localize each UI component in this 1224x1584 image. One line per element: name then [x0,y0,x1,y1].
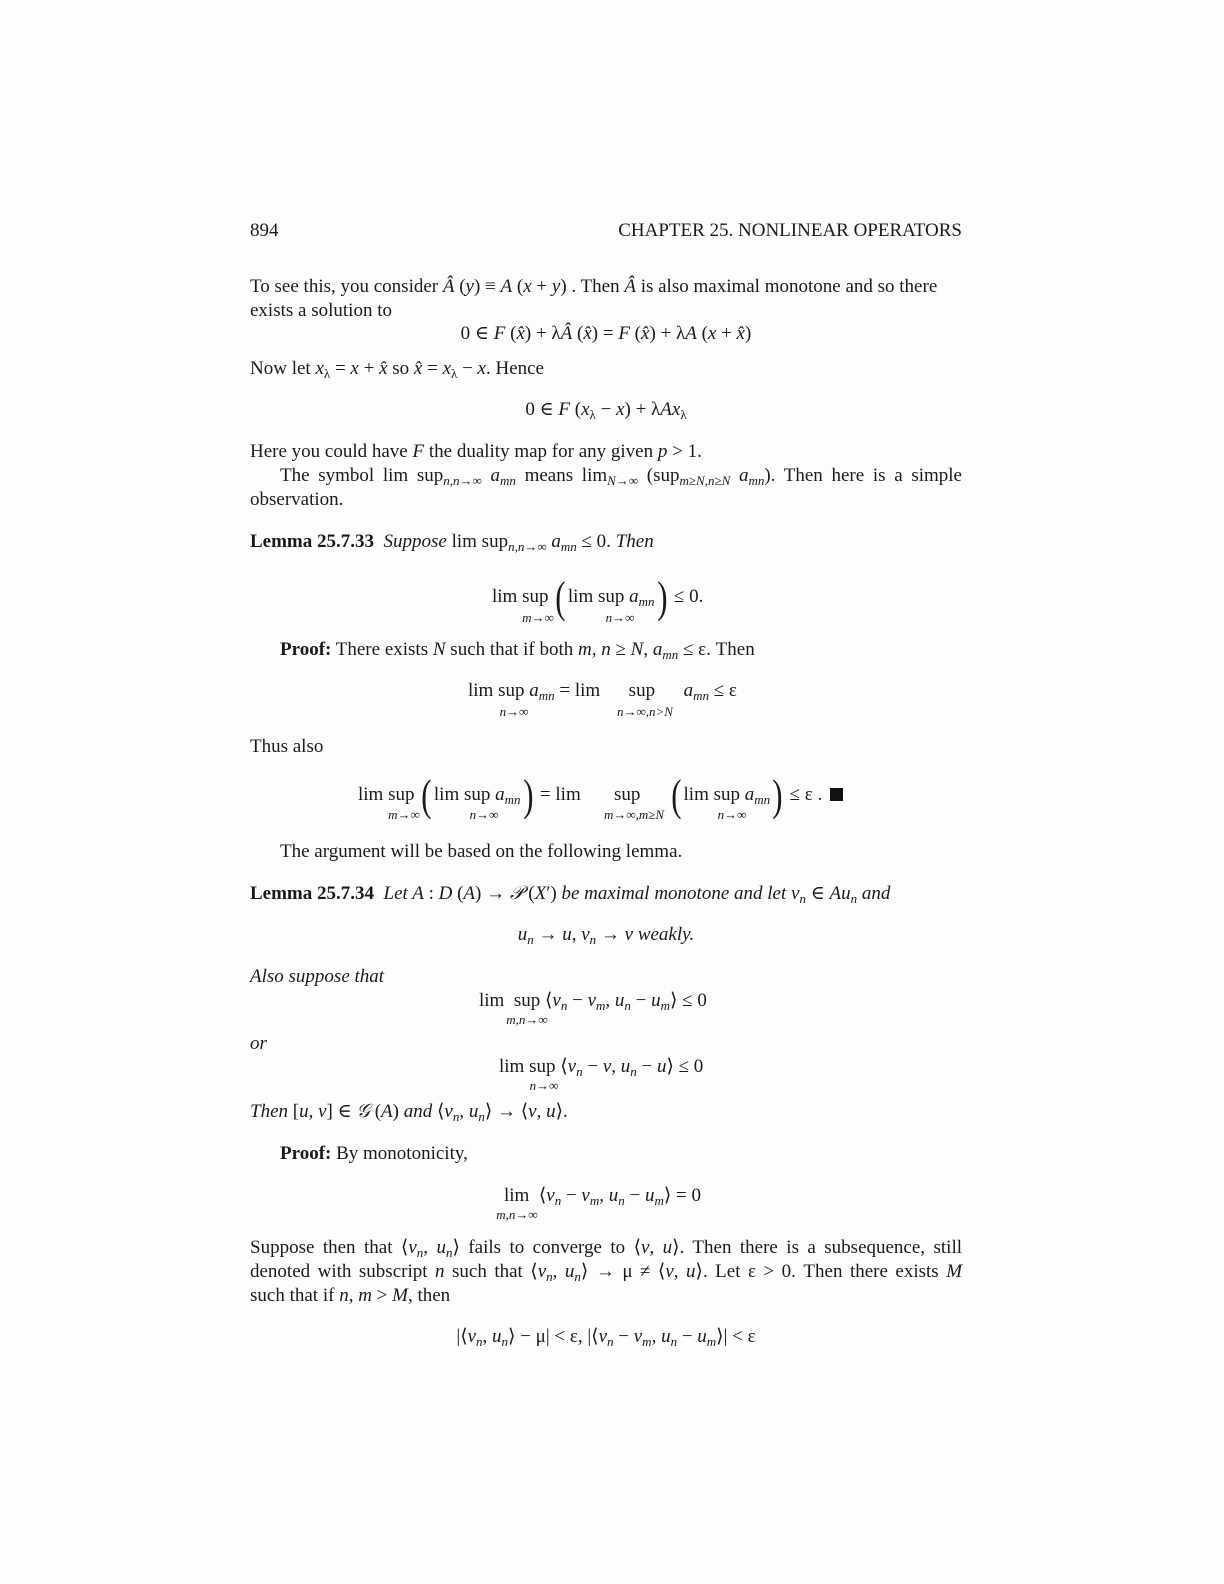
paragraph-line: or [250,1033,267,1054]
proof-line: Proof: There exists N such that if both m, n ≥ N, $a_{mn} \le \varepsilon$. Then [280,639,755,662]
paragraph-line: The symbol lim sup$_{n,n\to\infty}$ $a_{mn}$ means $\lim_{N\to\infty} (sup_{m\ge N,n\ge N}$ $a_{mn}$). Then here is a simple [280,465,962,488]
paragraph-line: Suppose then that $⟨v_n$, $u_n⟩$ fails to converge to ⟨v, u⟩. Then there is a subsequence, still [250,1237,962,1260]
display-equation: lim sup $⟨v_n - v_m$, $u_n$ − $u_m⟩ \le 0$ [479,990,707,1013]
equation: $u_n \to u$, $v_n \to v$ weakly. [517,924,695,947]
paragraph-line: The argument will be based on the following lemma. [280,841,683,862]
equation: $|⟨v_n$, $u_n⟩ - \mu| < \varepsilon$, $|⟨v_n - v_m$, $u_n$ − $u_m⟩| < \varepsilon$ [456,1326,756,1349]
proof-line: Proof: By monotonicity, [280,1143,468,1164]
paragraph-line: Thus also [250,736,324,757]
paragraph-line: exists a solution to [250,300,392,321]
paragraph-line: denoted with subscript n such that $⟨v_n$, $u_n⟩ \to \mu$ ≠ ⟨v, u⟩. Let ε > 0. Then there exists M [250,1261,963,1284]
display-equation: lim sup ( lim sup $a_{mn}) \le 0$. [492,573,704,622]
paragraph-line: Here you could have F the duality map for any given p > 1. [250,441,702,462]
equation: 0 ∈ F $(x_\lambda - x) + \lambda Ax_\lambda$ [525,399,687,422]
proof-label: Proof: [280,639,332,660]
paragraph-line: Then [u, v] ∈ 𝒢 (A) and $⟨v_n$, $u_n⟩$ → ⟨v, u⟩. [250,1101,568,1124]
display-equation: lim sup $a_{mn} = \lim$ sup $a_{mn} \le \varepsilon$ [468,680,737,703]
paragraph-line: Now let $x_\lambda = x$ + x̂ so x̂ = $x_\lambda - x$. Hence [250,358,544,381]
display-equation: $\lim ⟨v_n - v_m$, $u_n$ − $u_m⟩ = 0$ [504,1185,701,1208]
paragraph-line: To see this, you consider Â (y) ≡ A (x + y) . Then Â is also maximal monotone and so there [250,276,938,297]
display-equation: lim sup ( lim sup $a_{mn}) = \lim$ sup ( lim sup $a_{mn}) \le \varepsilon$ . [358,776,843,816]
chapter-title: CHAPTER 25. NONLINEAR OPERATORS [618,220,962,241]
equation: 0 ∈ F (x̂) + λÂ (x̂) = F (x̂) + λA (x + x̂) [460,323,752,344]
proof-label: Proof: [280,1143,332,1164]
paragraph-line: observation. [250,489,344,510]
lemma-label: Lemma 25.7.33 [250,531,375,552]
lemma-statement: Lemma 25.7.33 Suppose lim sup$_{n,n\to\infty}$ $a_{mn} \le 0$. Then [250,531,654,554]
lemma-statement: Lemma 25.7.34 Let A : D (A) → 𝒫 (X′) be maximal monotone and let $v_n$ ∈ $Au_n$ and [250,883,891,906]
paragraph-line: such that if n, m > M, then [250,1285,451,1306]
qed-square [830,788,843,801]
paragraph-line: Also suppose that [250,966,385,987]
page-number: 894 [250,220,279,241]
display-equation: lim sup $⟨v_n - v$, $u_n$ − u⟩ ≤ 0 [499,1056,704,1079]
lemma-label: Lemma 25.7.34 [250,883,375,904]
